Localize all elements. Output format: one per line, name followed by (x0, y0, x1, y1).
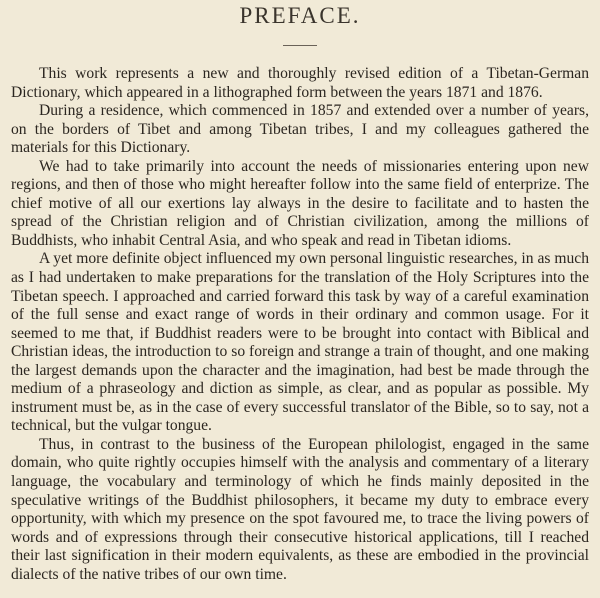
paragraph-5: Thus, in contrast to the business of the European philologist, engaged in the same domain, who quite rightly occupies himself with the analysis and commentary of a literary language, the vocabulary and terminology of which he finds mainly deposited in the speculative writings of the Buddhist philosophers, it became my duty to embrace every opportunity, with which my presence on the spot favoured me, to trace the living powers of words and of expressions through their consecutive historical applications, till I reached their last signification in their modern equivalents, as these are embodied in the provincial dialects of the native tribes of our own time. (11, 435, 589, 583)
title-divider (283, 45, 317, 46)
paragraph-3: We had to take primarily into account the needs of missionaries entering upon new regions, and then of those who might hereafter follow into the same field of enterprize. The chief motive of all our exertions lay always in the desire to facilitate and to hasten the spread of the Christian religion and of Christian civilization, among the millions of Buddhists, who inhabit Central Asia, and who speak and read in Tibetan idioms. (11, 157, 589, 249)
page-title: PREFACE. (239, 3, 361, 28)
paragraph-1: This work represents a new and thoroughly revised edition of a Tibetan-German Dictionary, which appeared in a lithographed form between the years 1871 and 1876. (11, 65, 589, 101)
preface-body (11, 65, 589, 584)
paragraph-4: A yet more definite object influenced my own personal linguistic researches, in as much as I had undertaken to make preparations for the translation of the Holy Scriptures into the Tibetan speech. I approached and carried forward this task by way of a careful examination of the full sense and exact range of words in their ordinary and common usage. For it seemed to me that, if Buddhist readers were to be brought into contact with Biblical and Christian ideas, the introduction to so foreign and strange a train of thought, and one making the largest demands upon the character and the imagination, had best be made through the medium of a phraseology and diction as simple, as clear, and as popular as possible. My instrument must be, as in the case of every successful translator of the Bible, so to say, not a technical, but the vulgar tongue. (11, 250, 589, 435)
paragraph-2: During a residence, which commenced in 1857 and extended over a number of years, on the borders of Tibet and among Tibetan tribes, I and my colleagues gathered the materials for this Dictionary. (11, 102, 589, 157)
